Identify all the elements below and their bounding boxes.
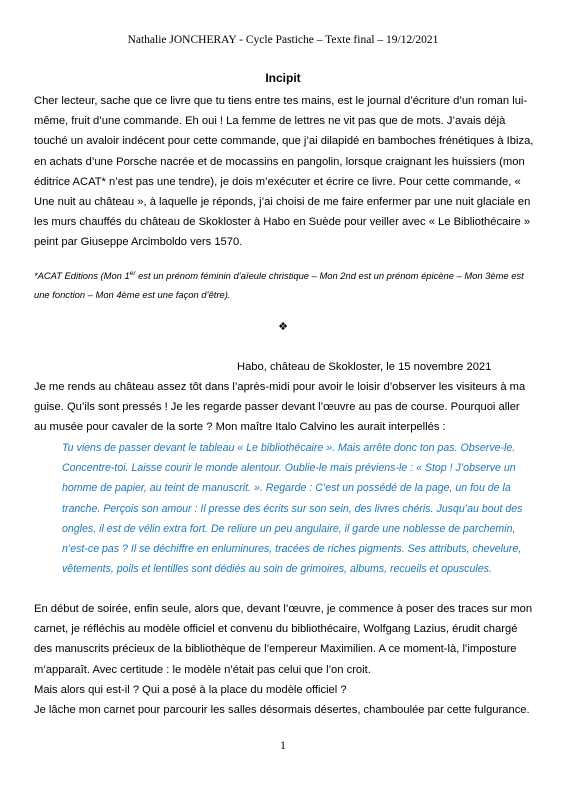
footnote-superscript: er xyxy=(129,269,136,277)
page-number: 1 xyxy=(280,740,286,752)
separator-diamond-icon: ❖ xyxy=(278,320,288,333)
footnote-text-end: est un prénom féminin d’aïeule christique – Mon 2nd est un prénom épicène – Mon 3ème est une fonction – Mon 4ème est une façon d’être). xyxy=(34,270,524,300)
intro-paragraph: Cher lecteur, sache que ce livre que tu tiens entre tes mains, est le journal d’écriture d’un roman lui-même, fruit d’une commande. Eh oui ! La femme de lettres ne vit pas que de mots. J’avais déjà touché un avaloir indécent pour cette commande, que j’ai dilapidé en bamboches frénétiques à Ibiza, en achats d’une Porsche nacrée et de mocassins en pangolin, lorsque craignant les huissiers (mon éditrice ACAT* n’est pas une tendre), je dois m’exécuter et écrire ce livre. Pour cette commande, « Une nuit au château », à laquelle je réponds, j’ai choisi de me faire enfermer par une nuit glaciale en les murs chauffés du château de Skokloster à Habo en Suède pour veiller avec « Le Bibliothécaire » peint par Giuseppe Arcimboldo vers 1570. xyxy=(34,95,534,249)
calvino-quote: Tu viens de passer devant le tableau « Le bibliothécaire ». Mais arrête donc ton pas. Observe-le. Concentre-toi. Laisse courir le monde alentour. Oublie-le mais préviens-le : « Stop ! J’observe un homme de papier, au teint de manuscrit. ». Regarde : C’est un possédé de la page, un fou de la tranche. Perçois son amour : Il presse des écrits sur son sein, des livres chéris. Jusqu’au bout des ongles, il est de vélin extra fort. De reliure un peu angulaire, il garde une noblesse de parchemin, n’est-ce pas ? Il se déchiffre en enluminures, tracées de riches pigments. Ses attributs, chevelure, vêtements, poils et lentilles sont dédiés au soin de grimoires, albums, recueils et opuscules. xyxy=(62,442,523,576)
footnote xyxy=(34,266,539,304)
leave-paragraph: Je lâche mon carnet pour parcourir les salles désormais désertes, chamboulée par cette fulgurance. xyxy=(34,704,530,716)
page-header: Nathalie JONCHERAY - Cycle Pastiche – Texte final – 19/12/2021 xyxy=(127,34,439,46)
evening-paragraph: En début de soirée, enfin seule, alors que, devant l’œuvre, je commence à poser des traces sur mon carnet, je réfléchis au modèle officiel et convenu du bibliothécaire, Wolfgang Lazius, érudit chargé des manuscrits précieux de la bibliothèque de l’empereur Maximilien. A ce moment-là, l’imposture m’apparaît. Avec certitude : le modèle n’était pas celui que l’on croit. xyxy=(34,603,533,676)
section-title: Incipit xyxy=(265,71,301,85)
dateline: Habo, château de Skokloster, le 15 novembre 2021 xyxy=(237,361,492,373)
visit-paragraph: Je me rends au château assez tôt dans l’après-midi pour avoir le loisir d’observer les visiteurs à ma guise. Qu’ils sont pressés ! Je les regarde passer devant l’œuvre au pas de course. Pourquoi aller au musée pour cavaler de la sorte ? Mon maître Italo Calvino les aurait interpellés : xyxy=(34,381,526,434)
question-paragraph: Mais alors qui est-il ? Qui a posé à la place du modèle officiel ? xyxy=(34,684,347,696)
footnote-text-start: *ACAT Editions (Mon 1 xyxy=(34,270,130,281)
